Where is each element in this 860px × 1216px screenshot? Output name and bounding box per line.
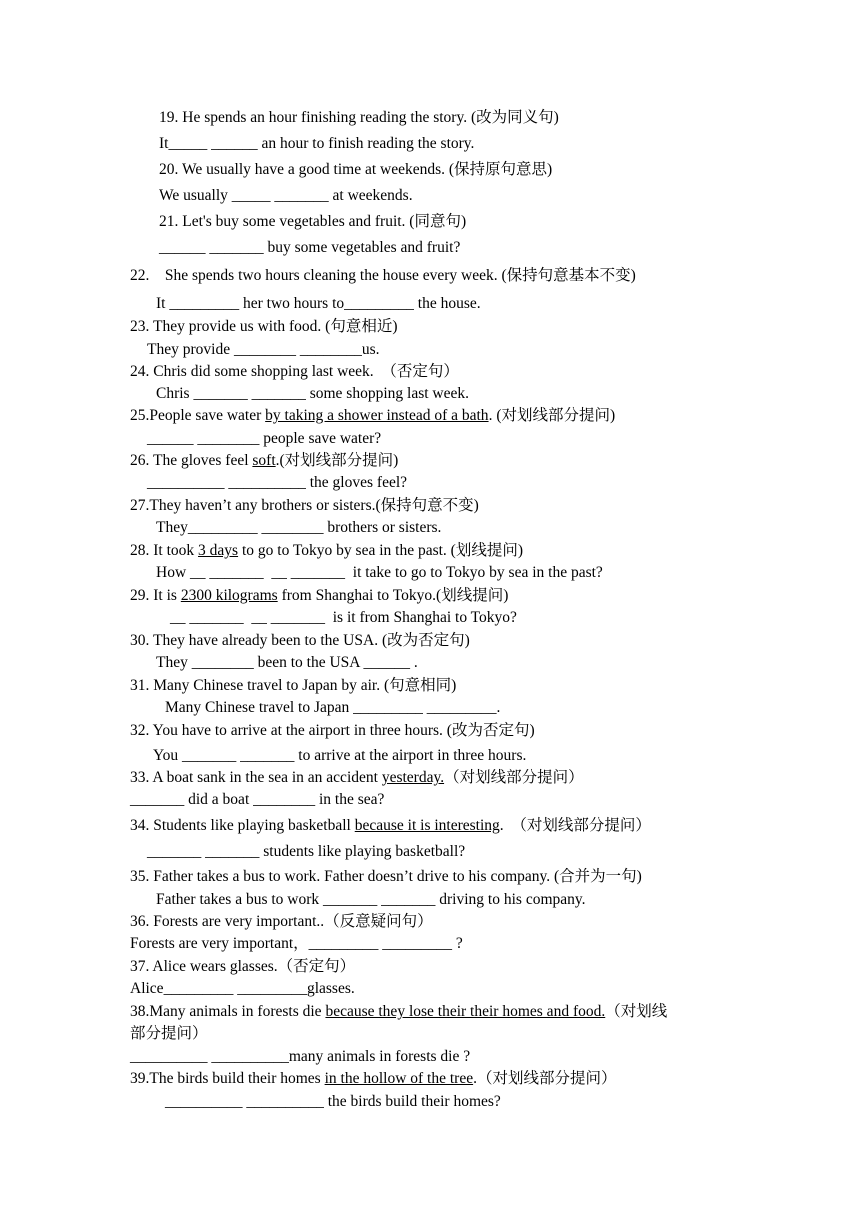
question-19: 19. He spends an hour finishing reading the story. (改为同义句) [159, 109, 559, 126]
answer-35: Father takes a bus to work _______ _______ driving to his company. [156, 891, 586, 908]
question-20: 20. We usually have a good time at weekends. (保持原句意思) [159, 161, 553, 178]
answer-26: __________ __________ the gloves feel? [147, 474, 408, 491]
question-38-continued: 部分提问） [130, 1025, 208, 1042]
question-text: 26. The gloves feel [130, 452, 253, 469]
answer-39: __________ __________ the birds build their homes? [165, 1093, 501, 1110]
answer-24: Chris _______ _______ some shopping last week. [156, 385, 469, 402]
question-27: 27.They haven’t any brothers or sisters.(保持句意不变) [130, 497, 479, 514]
question-22: 22. She spends two hours cleaning the house every week. (保持句意基本不变) [130, 267, 636, 284]
answer-33: _______ did a boat ________ in the sea? [130, 791, 385, 808]
question-35: 35. Father takes a bus to work. Father doesn’t drive to his company. (合并为一句) [130, 868, 642, 885]
question-37: 37. Alice wears glasses.（否定句） [130, 958, 356, 975]
question-instruction: .(对划线部分提问) [275, 452, 399, 469]
question-text: 29. It is [130, 587, 181, 604]
question-23: 23. They provide us with food. (句意相近) [130, 318, 398, 335]
question-text: 34. Students like playing basketball [130, 817, 355, 834]
question-text: 25.People save water [130, 407, 266, 424]
question-31: 31. Many Chinese travel to Japan by air. (句意相同) [130, 677, 457, 694]
answer-28: How __ _______ __ _______ it take to go to Tokyo by sea in the past? [156, 564, 603, 581]
question-26 [130, 451, 398, 471]
answer-25: ______ ________ people save water? [147, 430, 382, 447]
question-instruction: .（对划线部分提问） [473, 1070, 617, 1087]
question-32: 32. You have to arrive at the airport in three hours. (改为否定句) [130, 722, 535, 739]
answer-32: You _______ _______ to arrive at the airport in three hours. [153, 747, 527, 764]
question-21: 21. Let's buy some vegetables and fruit. (同意句) [159, 213, 467, 230]
underlined-phrase: soft [252, 452, 276, 469]
underlined-phrase: because they lose their their homes and food. [325, 1003, 606, 1020]
underlined-phrase: because it is interesting [354, 817, 500, 834]
question-30: 30. They have already been to the USA. (改为否定句) [130, 632, 470, 649]
question-instruction: （对划线 [605, 1003, 668, 1020]
underlined-phrase: in the hollow of the tree [324, 1070, 474, 1087]
question-text: 39.The birds build their homes [130, 1070, 325, 1087]
question-29 [130, 586, 508, 606]
underlined-phrase: 3 days [198, 542, 239, 559]
question-28 [130, 541, 523, 561]
question-text: 28. It took [130, 542, 199, 559]
question-36: 36. Forests are very important..（反意疑问句） [130, 913, 433, 930]
question-instruction: （对划线部分提问） [444, 769, 584, 786]
answer-29: __ _______ __ _______ is it from Shanghai to Tokyo? [170, 609, 517, 626]
answer-22: It _________ her two hours to_________ the house. [156, 295, 481, 312]
answer-36: Forests are very important，_________ _________ ? [130, 935, 463, 952]
question-text: 38.Many animals in forests die [130, 1003, 326, 1020]
underlined-phrase: yesterday. [381, 769, 445, 786]
question-instruction: to go to Tokyo by sea in the past. (划线提问) [238, 542, 523, 559]
question-instruction: . （对划线部分提问） [499, 817, 651, 834]
question-24: 24. Chris did some shopping last week. （否定句） [130, 363, 459, 380]
answer-23: They provide ________ ________us. [147, 341, 380, 358]
answer-37: Alice_________ _________glasses. [130, 980, 355, 997]
answer-27: They_________ ________ brothers or sisters. [156, 519, 442, 536]
answer-31: Many Chinese travel to Japan _________ _________. [165, 699, 501, 716]
answer-30: They ________ been to the USA ______ . [156, 654, 418, 671]
question-instruction: from Shanghai to Tokyo.(划线提问) [277, 587, 509, 604]
answer-21: ______ _______ buy some vegetables and fruit? [159, 239, 461, 256]
answer-38: __________ __________many animals in forests die ? [130, 1048, 471, 1065]
answer-20: We usually _____ _______ at weekends. [159, 187, 413, 204]
question-33 [130, 768, 584, 788]
answer-19: It_____ ______ an hour to finish reading the story. [159, 135, 475, 152]
question-34 [130, 816, 651, 836]
question-text: 33. A boat sank in the sea in an accident [130, 769, 382, 786]
question-39 [130, 1069, 616, 1089]
underlined-phrase: by taking a shower instead of a bath [265, 407, 489, 424]
question-25 [130, 406, 615, 426]
question-instruction: . (对划线部分提问) [488, 407, 616, 424]
question-38 [130, 1002, 667, 1022]
underlined-phrase: 2300 kilograms [180, 587, 278, 604]
answer-34: _______ _______ students like playing basketball? [147, 843, 466, 860]
